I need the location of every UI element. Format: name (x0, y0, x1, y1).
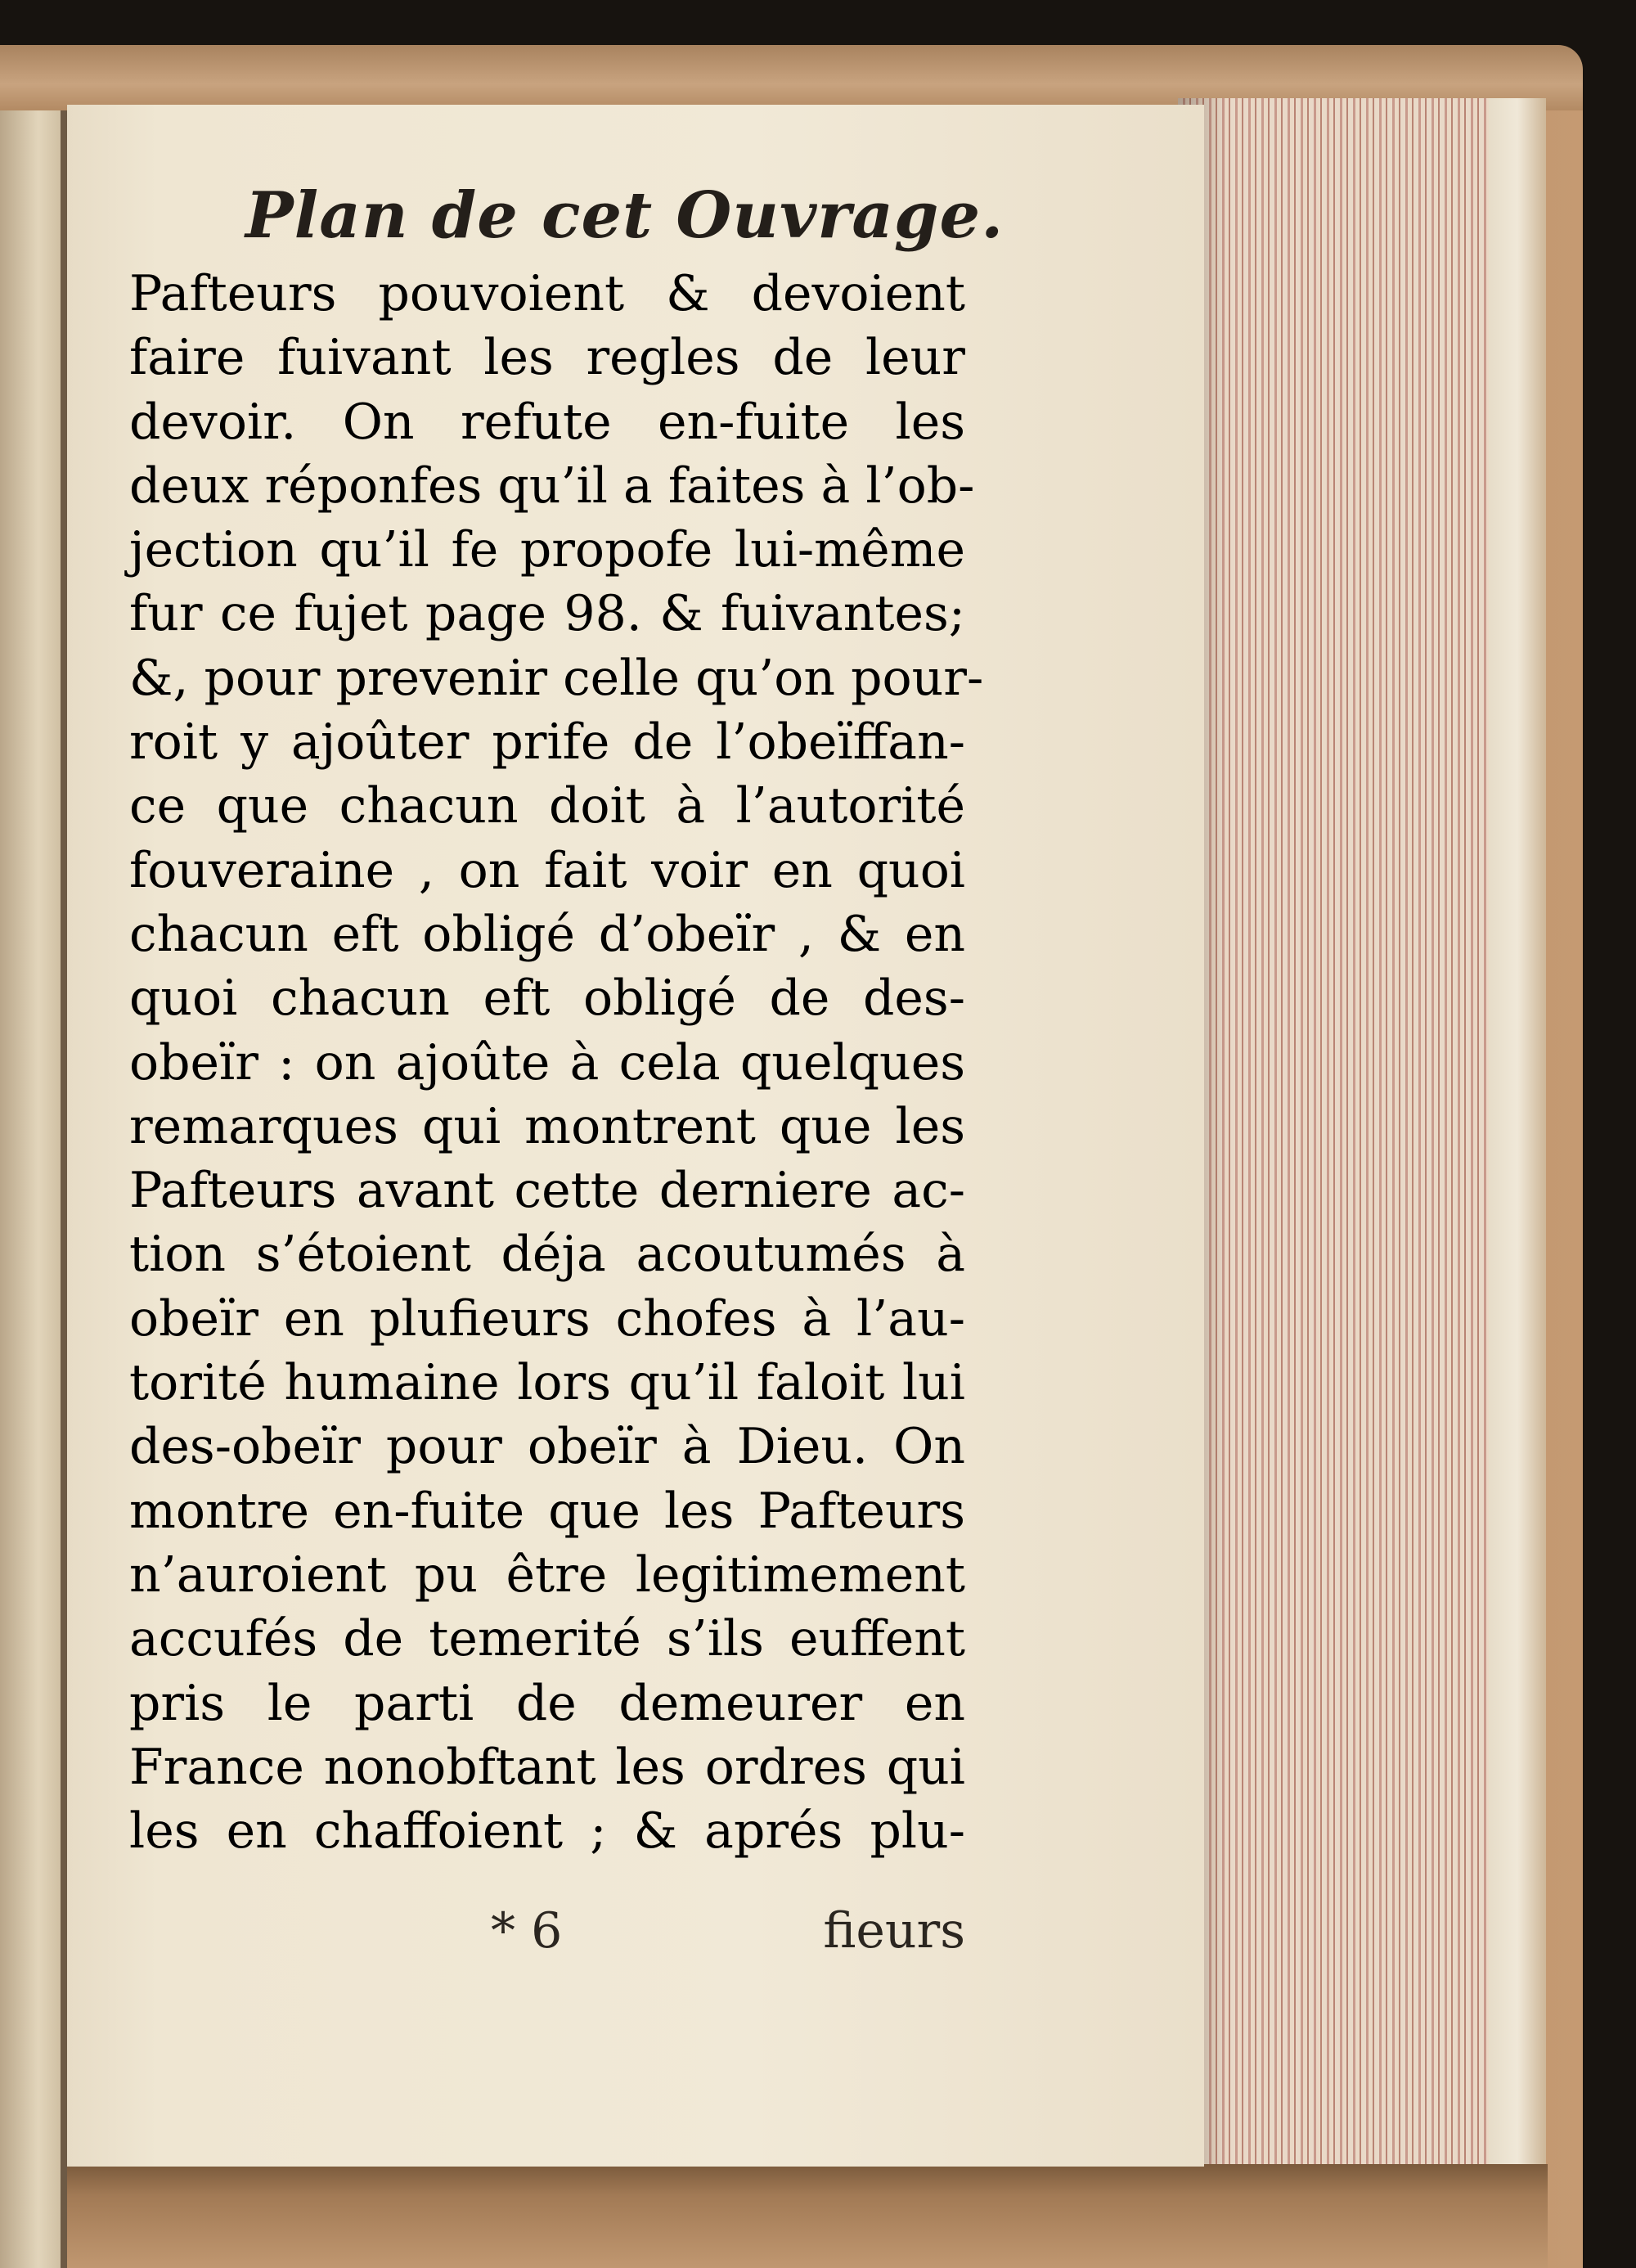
text-line: des-obeïr pour obeïr à Dieu. On (129, 1418, 965, 1476)
text-line: montre en-fuite que les Pafteurs (129, 1482, 965, 1540)
text-line: chacun eft obligé d’obeïr , & en (129, 905, 965, 963)
text-line: obeïr en plufieurs chofes à l’au- (129, 1289, 965, 1348)
text-line: quoi chacun eft obligé de des- (129, 970, 965, 1028)
left-page-edge (0, 110, 64, 2268)
text-line: les en chaffoient ; & aprés plu- (129, 1802, 965, 1861)
text-line: Pafteurs pouvoient & devoient (129, 265, 965, 322)
text-line: accufés de temerité s’ils euffent (129, 1610, 965, 1668)
text-line: devoir. On refute en-fuite les (129, 393, 965, 451)
text-line: pris le parti de demeurer en (129, 1674, 965, 1732)
right-board (1489, 98, 1546, 2209)
text-line: ce que chacun doit à l’autorité (129, 777, 965, 835)
text-line: tion s’étoient déja acoutumés à (129, 1226, 965, 1284)
text-line: France nonobftant les ordres qui (129, 1738, 965, 1796)
running-head: Plan de cet Ouvrage. (245, 178, 1005, 253)
text-line: roit y ajoûter prife de l’obeïffan- (129, 713, 965, 772)
page-footer (491, 1898, 965, 1964)
text-line: remarques qui montrent que les (129, 1097, 965, 1155)
page-block-edges (1178, 98, 1505, 2193)
catchword: fieurs (823, 1902, 965, 1960)
text-line: torité humaine lors qu’il faloit lui (129, 1354, 965, 1412)
text-line: n’auroient pu être legitimement (129, 1546, 965, 1604)
text-line: &, pour prevenir celle qu’on pour- (129, 649, 984, 707)
text-line: obeïr : on ajoûte à cela quelques (129, 1033, 965, 1091)
text-line: Pafteurs avant cette derniere ac- (129, 1162, 965, 1220)
body-text (129, 262, 984, 1863)
text-line: fouveraine , on fait voir en quoi (129, 841, 965, 899)
text-line: fur ce fujet page 98. & fuivantes; (129, 585, 965, 643)
text-line: deux réponfes qu’il a faites à l’ob- (129, 457, 975, 515)
text-line: faire fuivant les regles de leur (129, 329, 965, 387)
text-line: jection qu’il fe propofe lui-même (129, 521, 965, 579)
bottom-board (67, 2164, 1548, 2268)
signature-mark: * 6 (491, 1902, 563, 1960)
